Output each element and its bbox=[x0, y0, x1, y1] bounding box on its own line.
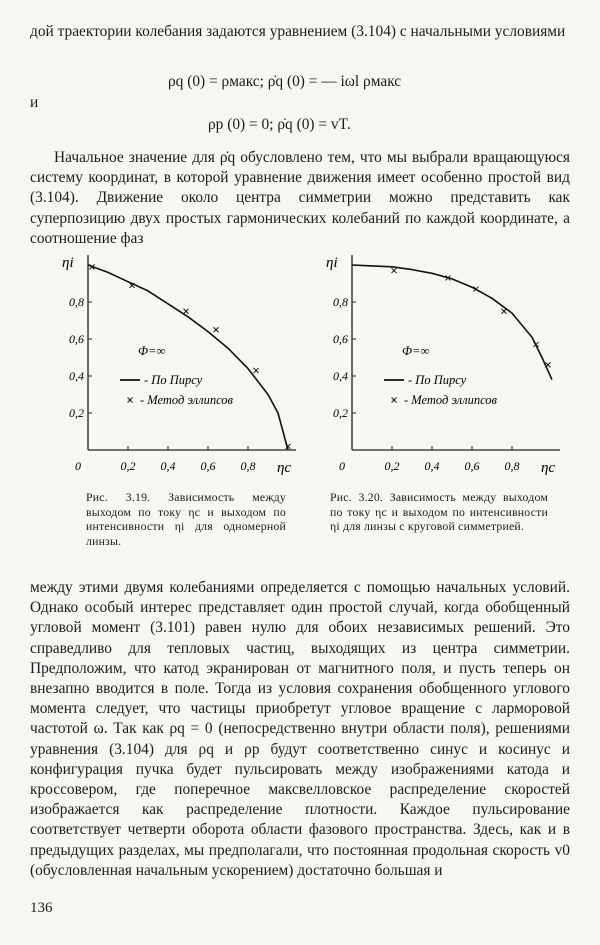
data-point-ellipse-method bbox=[502, 309, 507, 314]
x-tick-label: 0 bbox=[75, 459, 81, 473]
caption-figure-3-19: Рис. 3.19. Зависимость между выходом по току ηc и выходом по интенсивности ηi для одномерной линзы. bbox=[86, 490, 286, 548]
x-tick-label: 0,6 bbox=[200, 459, 216, 473]
y-tick-label: 0,4 bbox=[69, 369, 84, 383]
y-tick-label: 0,2 bbox=[333, 406, 348, 420]
figure-3-20-chart bbox=[322, 255, 572, 480]
y-axis-label: ηi bbox=[62, 255, 74, 271]
x-tick-label: 0,4 bbox=[424, 459, 440, 473]
y-tick-label: 0,8 bbox=[333, 295, 348, 309]
x-tick-label: 0,2 bbox=[384, 459, 400, 473]
y-tick-label: 0,6 bbox=[69, 332, 84, 346]
data-point-ellipse-method bbox=[392, 268, 397, 273]
legend-label-pierce: - По Пирсу bbox=[408, 373, 467, 387]
annotation-phi: Ф=∞ bbox=[402, 344, 430, 358]
x-tick-label: 0,8 bbox=[504, 459, 520, 473]
page-number: 136 bbox=[30, 900, 53, 916]
annotation-phi: Ф=∞ bbox=[138, 344, 166, 358]
y-tick-label: 0,2 bbox=[69, 406, 84, 420]
x-tick-label: 0,2 bbox=[120, 459, 136, 473]
series-line-pierce bbox=[352, 265, 552, 380]
x-axis-label: ηc bbox=[540, 460, 556, 476]
equation-initial-conditions-1: ρq (0) = ρмакс; ρ̇q (0) = — iωl ρмакс bbox=[168, 73, 402, 90]
series-line-pierce bbox=[88, 265, 288, 450]
y-tick-label: 0,6 bbox=[333, 332, 348, 346]
y-tick-label: 0,8 bbox=[69, 295, 84, 309]
legend-label-ellipse-method: - Метод эллипсов bbox=[140, 393, 233, 407]
conjunction-and: и bbox=[30, 94, 39, 111]
caption-figure-3-20: Рис. 3.20. Зависимость между выходом по току ηc и выходом по интенсивности ηi для линзы с круговой симметрией. bbox=[330, 490, 548, 533]
paragraph-phase: Начальное значение для ρ̇q обусловлено тем, что мы выбрали вращающуюся систему координат, в которой уравнение движения имеет особенно простой вид (3.104). Движение около центра симметрии можно представить как суперпозицию двух простых гармонических колебаний по каждой координате, а соотношение фаз bbox=[30, 149, 570, 247]
x-tick-label: 0,6 bbox=[464, 459, 480, 473]
legend-label-ellipse-method: - Метод эллипсов bbox=[404, 393, 497, 407]
y-axis-label: ηi bbox=[326, 255, 338, 271]
x-tick-label: 0,4 bbox=[160, 459, 176, 473]
figure-3-19-chart bbox=[58, 255, 308, 480]
data-point-ellipse-method bbox=[254, 368, 259, 373]
x-tick-label: 0 bbox=[339, 459, 345, 473]
data-point-ellipse-method bbox=[184, 309, 189, 314]
paragraph-main: между этими двумя колебаниями определяется с помощью начальных условий. Однако особый интерес представляет один простой случай, когда обобщенный угловой момент (3.101) равен нулю для обоих независимых решений. Это справедливо для тепловых частиц, выходящих из центра симметрии. Предположим, что катод экранирован от магнитного поля, и пусть теперь он внезапно вводится в поле. Тогда из условия сохранения обобщенного углового момента следует, что частицы приобретут угловое вращение с ларморовой частотой ω. Так как ρq = 0 (непосредственно внутри области поля), решениями уравнения (3.104) для ρq и ρp будут соответственно синус и косинус и конфигурация пучка будет пульсировать между изображениями катода и кроссовером, где поперечное максвелловское распределение скоростей изображается как распределение плотности. Каждое пульсирование соответствует четверти оборота области фазового пространства. Здесь, как и в предыдущих разделах, мы предполагали, что постоянная продольная скорость v0 (обусловленная начальным ускорением) достаточно большая и bbox=[30, 579, 570, 879]
x-tick-label: 0,8 bbox=[240, 459, 256, 473]
data-point-ellipse-method bbox=[546, 362, 551, 367]
equation-initial-conditions-2: ρp (0) = 0; ρ̇q (0) = vT. bbox=[208, 116, 351, 133]
paragraph-top: дой траектории колебания задаются уравнением (3.104) с начальными условиями bbox=[30, 23, 566, 40]
data-point-ellipse-method bbox=[214, 327, 219, 332]
legend-label-pierce: - По Пирсу bbox=[144, 373, 203, 387]
y-tick-label: 0,4 bbox=[333, 369, 348, 383]
x-axis-label: ηc bbox=[276, 460, 292, 476]
